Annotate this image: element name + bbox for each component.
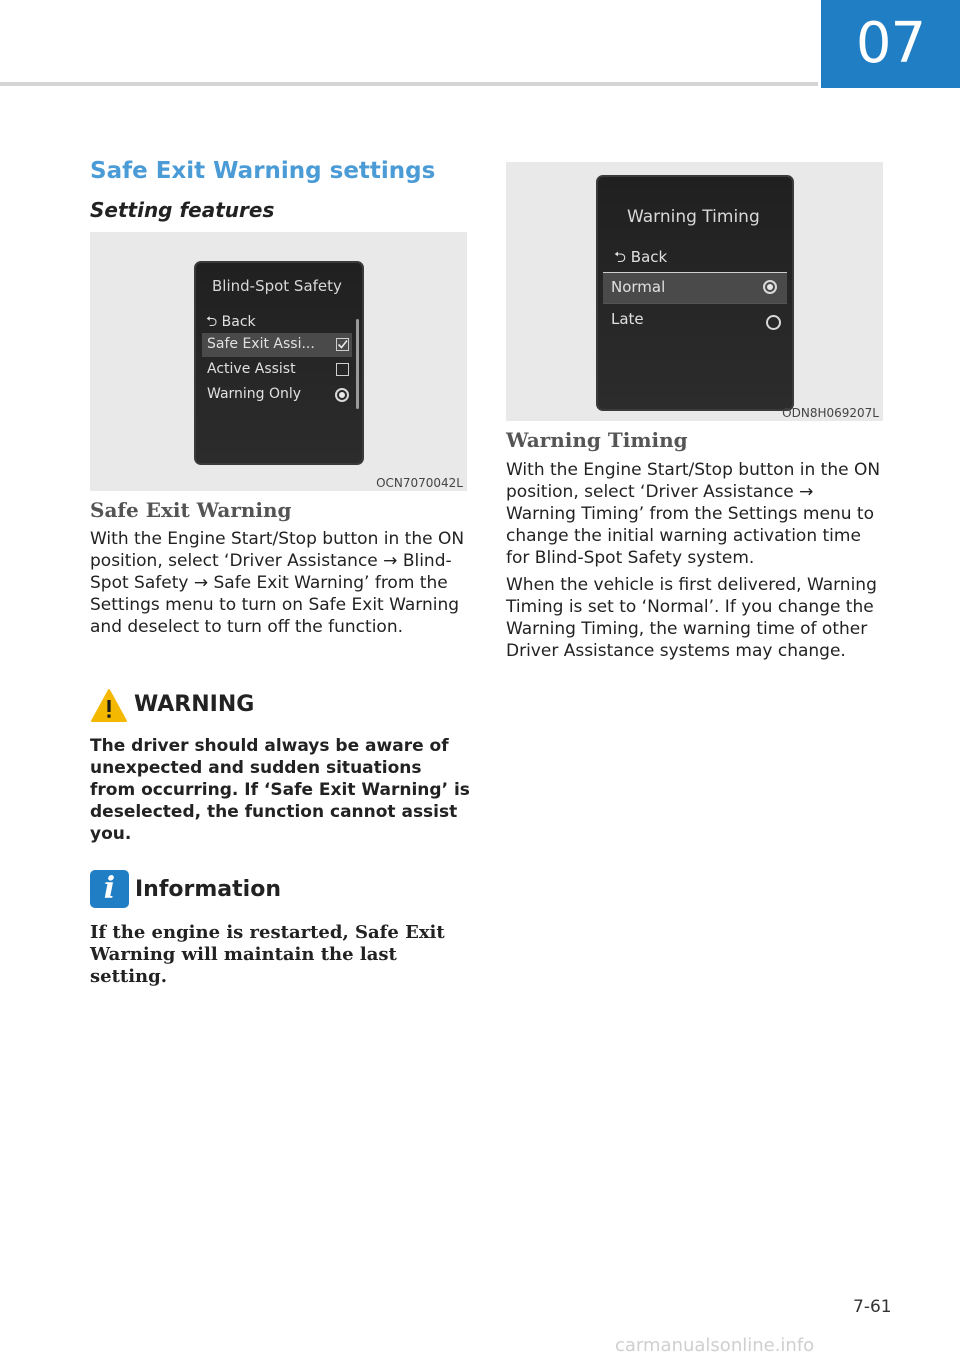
warning-timing-heading: Warning Timing bbox=[506, 428, 688, 452]
sub-title: Setting features bbox=[90, 198, 275, 222]
safe-exit-body: With the Engine Start/Stop button in the ON position, select ‘Driver Assistance → Blind-Spot Safety → Safe Exit Warning’ from the Settings menu to turn on Safe Exit Warning and deselect to turn off the function. bbox=[90, 529, 465, 637]
figure-warning-timing bbox=[506, 162, 883, 421]
information-body: If the engine is restarted, Safe Exit Warning will maintain the last setting. bbox=[90, 922, 445, 987]
menu-item-warning-only bbox=[202, 383, 352, 407]
menu-item-label: Warning Only bbox=[207, 386, 302, 402]
option-late bbox=[603, 305, 787, 335]
info-icon: i bbox=[90, 870, 129, 908]
safe-exit-heading: Safe Exit Warning bbox=[90, 498, 292, 522]
scrollbar bbox=[356, 319, 359, 409]
figure-code: ODN8H069207L bbox=[782, 406, 879, 420]
radio-selected-icon bbox=[763, 280, 777, 294]
option-label: Normal bbox=[611, 278, 666, 296]
screen-title: Blind-Spot Safety bbox=[212, 277, 342, 295]
option-normal bbox=[603, 272, 787, 304]
information-label: Information bbox=[135, 877, 281, 902]
warning-body: The driver should always be aware of unexpected and sudden situations from occurring. If ‘Safe Exit Warning’ is deselected, the function cannot assist you. bbox=[90, 736, 470, 844]
menu-item-safe-exit bbox=[202, 333, 352, 357]
page-number: 7-61 bbox=[853, 1297, 892, 1317]
warning-triangle-icon bbox=[90, 688, 128, 724]
figure-code: OCN7070042L bbox=[376, 476, 463, 490]
radio-unselected-icon bbox=[766, 315, 781, 330]
figure-blind-spot-safety bbox=[90, 232, 467, 491]
option-label: Late bbox=[611, 310, 644, 328]
cluster-screen bbox=[596, 175, 794, 411]
section-title: Safe Exit Warning settings bbox=[90, 158, 436, 184]
chapter-tab: 07 bbox=[821, 0, 960, 88]
back-item: ⮌ Back bbox=[614, 248, 668, 266]
menu-item-label: Safe Exit Assi... bbox=[207, 336, 315, 352]
warning-timing-body-2: When the vehicle is first delivered, Warning Timing is set to ‘Normal’. If you change the Warning Timing, the warning time of other Driver Assistance systems may change. bbox=[506, 575, 877, 661]
header-rule bbox=[0, 82, 818, 86]
screen-title: Warning Timing bbox=[627, 207, 760, 227]
menu-item-label: Active Assist bbox=[207, 361, 296, 377]
checkbox-unchecked-icon bbox=[336, 363, 349, 376]
warning-label: WARNING bbox=[134, 692, 255, 717]
checkbox-checked-icon bbox=[336, 338, 349, 351]
watermark: carmanualsonline.info bbox=[615, 1335, 815, 1356]
back-item: ⮌ Back bbox=[206, 314, 256, 330]
radio-selected-icon bbox=[335, 388, 349, 402]
cluster-screen bbox=[194, 261, 364, 465]
menu-item-active-assist bbox=[202, 358, 352, 382]
warning-timing-body-1: With the Engine Start/Stop button in the ON position, select ‘Driver Assistance → Warning Timing’ from the Settings menu to change the initial warning activation time for Blind-Spot Safety system. bbox=[506, 460, 881, 568]
